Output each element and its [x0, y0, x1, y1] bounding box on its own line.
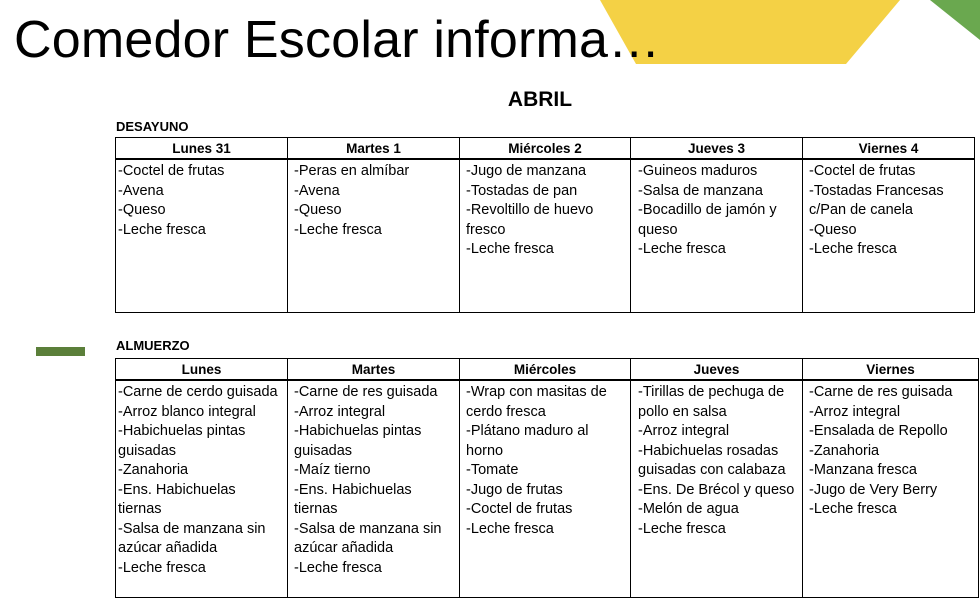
menu-item: -Coctel de frutas [118, 163, 225, 179]
desayuno-day-cell [288, 159, 460, 312]
desayuno-day-header: Miércoles 2 [460, 138, 631, 160]
green-accent-bar [36, 347, 85, 356]
menu-item: -Maíz tierno [294, 462, 371, 478]
menu-item: -Salsa de manzana sin azúcar añadida [294, 520, 442, 556]
menu-item: -Leche fresca [809, 501, 897, 517]
menu-item: -Arroz integral [809, 403, 901, 420]
menu-item: -Ensalada de Repollo [809, 423, 948, 439]
menu-item: -Carne de cerdo guisada [118, 384, 278, 400]
menu-item: -Manzana fresca [809, 462, 917, 478]
desayuno-label: DESAYUNO [116, 119, 189, 134]
menu-item: -Arroz integral [638, 423, 730, 439]
almuerzo-day-header: Jueves [631, 359, 803, 381]
almuerzo-day-header: Martes [288, 359, 460, 381]
almuerzo-day-cell [460, 380, 631, 597]
menu-item: -Leche fresca [118, 221, 206, 238]
almuerzo-day-cell [116, 380, 288, 597]
menu-item: -Bocadillo de jamón y queso [638, 202, 777, 238]
page-title: Comedor Escolar informa… [14, 11, 661, 69]
menu-item: -Habichuelas pintas guisadas [294, 423, 422, 459]
almuerzo-table [115, 358, 979, 598]
almuerzo-day-cell [631, 380, 803, 597]
menu-item: -Carne de res guisada [809, 384, 953, 400]
almuerzo-day-header: Viernes [803, 359, 979, 381]
menu-item: -Leche fresca [638, 241, 726, 257]
menu-item: -Arroz integral [294, 403, 386, 420]
menu-item: -Tostadas Francesas c/Pan de canela [809, 182, 944, 218]
almuerzo-day-header: Miércoles [460, 359, 631, 381]
menu-item: -Ens. De Brécol y queso [638, 481, 795, 498]
menu-item: -Leche fresca [294, 221, 382, 238]
menu-item: -Leche fresca [809, 241, 897, 257]
menu-item: -Revoltillo de huevo fresco [466, 202, 594, 238]
menu-item: -Plátano maduro al horno [466, 423, 589, 459]
menu-item: -Coctel de frutas [466, 501, 573, 517]
desayuno-day-header: Martes 1 [288, 138, 460, 160]
menu-item: -Salsa de manzana sin azúcar añadida [118, 520, 266, 556]
desayuno-table [115, 137, 975, 313]
almuerzo-header-row [116, 359, 979, 381]
menu-item: -Leche fresca [294, 559, 382, 576]
menu-item: -Peras en almíbar [294, 163, 410, 179]
menu-item: -Queso [809, 221, 857, 238]
desayuno-day-cell [803, 159, 975, 312]
menu-item: -Leche fresca [118, 559, 206, 576]
menu-item: -Ens. Habichuelas tiernas [118, 481, 236, 517]
desayuno-menu-row [116, 159, 975, 312]
menu-item: -Jugo de frutas [466, 481, 563, 498]
desayuno-day-header: Jueves 3 [631, 138, 803, 160]
desayuno-day-header: Viernes 4 [803, 138, 975, 160]
almuerzo-day-cell [803, 380, 979, 597]
almuerzo-day-cell [288, 380, 460, 597]
menu-item: -Zanahoria [809, 442, 880, 459]
almuerzo-day-header: Lunes [116, 359, 288, 381]
menu-item: -Wrap con masitas de cerdo fresca [466, 384, 607, 420]
menu-item: -Habichuelas rosadas guisadas con calabaza [638, 442, 786, 478]
desayuno-header-row [116, 138, 975, 160]
menu-item: -Tirillas de pechuga de pollo en salsa [638, 384, 785, 420]
desayuno-day-cell [460, 159, 631, 312]
menu-item: -Leche fresca [466, 241, 554, 257]
desayuno-day-cell [631, 159, 803, 312]
menu-item: -Zanahoria [118, 462, 189, 478]
menu-item: -Queso [118, 202, 166, 218]
menu-item: -Coctel de frutas [809, 163, 916, 179]
month-heading: ABRIL [507, 88, 573, 111]
menu-item: -Leche fresca [466, 520, 554, 537]
menu-item: -Ens. Habichuelas tiernas [294, 481, 412, 517]
almuerzo-label: ALMUERZO [116, 338, 190, 353]
menu-item: -Melón de agua [638, 501, 739, 517]
desayuno-day-cell [116, 159, 288, 312]
menu-item: -Arroz blanco integral [118, 403, 256, 420]
menu-item: -Leche fresca [638, 520, 726, 537]
menu-item: -Guineos maduros [638, 163, 758, 179]
menu-item: -Avena [294, 182, 340, 199]
menu-item: -Salsa de manzana [638, 182, 763, 199]
menu-item: -Tomate [466, 462, 519, 478]
desayuno-day-header: Lunes 31 [116, 138, 288, 160]
almuerzo-menu-row [116, 380, 979, 597]
menu-item: -Carne de res guisada [294, 384, 438, 400]
green-corner-decoration [930, 0, 980, 40]
menu-item: -Avena [118, 182, 164, 199]
menu-item: -Queso [294, 202, 342, 218]
menu-item: -Jugo de Very Berry [809, 481, 938, 498]
menu-item: -Tostadas de pan [466, 182, 578, 199]
menu-item: -Habichuelas pintas guisadas [118, 423, 246, 459]
menu-item: -Jugo de manzana [466, 163, 587, 179]
